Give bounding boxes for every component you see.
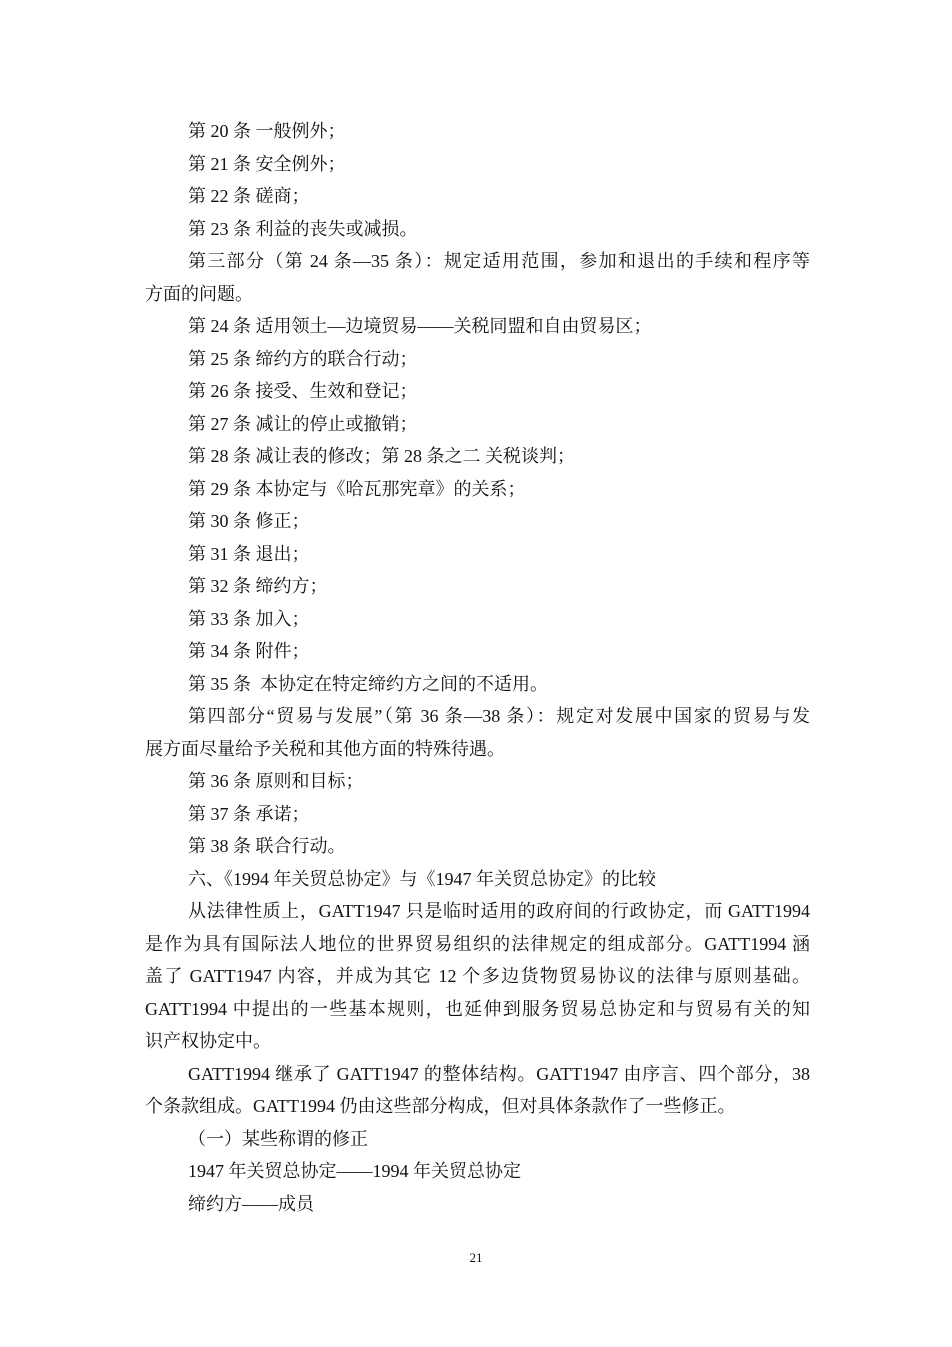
- text-line: 第 24 条 适用领土—边境贸易——关税同盟和自由贸易区；: [188, 316, 652, 336]
- text-line: 第四部分“贸易与发展”（第 36 条—38 条）：规定对发展中国家的贸易与发: [188, 706, 810, 726]
- text-line: 第 20 条 一般例外；: [188, 121, 346, 141]
- text-line: 第 33 条 加入；: [188, 608, 310, 629]
- text-line: 1947 年关贸总协定——1994 年关贸总协定: [188, 1161, 521, 1181]
- text-line: 个条款组成。GATT1994 仍由这些部分构成，但对具体条款作了一些修正。: [145, 1096, 736, 1116]
- body-paragraph: [145, 895, 810, 1058]
- text-line: 第 21 条 安全例外；: [188, 153, 346, 174]
- text-line: 第 23 条 利益的丧失或减损。: [188, 218, 418, 239]
- article-item: [145, 798, 810, 831]
- page-body: [145, 115, 810, 1220]
- text-line: 第 28 条 减让表的修改；第 28 条之二 关税谈判；: [188, 446, 575, 466]
- article-item: [145, 765, 810, 798]
- article-item: [145, 570, 810, 603]
- article-item: [145, 213, 810, 246]
- text-line: 六、《1994 年关贸总协定》与《1947 年关贸总协定》的比较: [188, 868, 656, 889]
- text-line: GATT1994 中提出的一些基本规则，也延伸到服务贸易总协定和与贸易有关的知: [145, 998, 810, 1019]
- text-line: 识产权协定中。: [145, 1031, 271, 1051]
- article-item: [145, 505, 810, 538]
- article-item: [145, 408, 810, 441]
- text-line: 第 36 条 原则和目标；: [188, 771, 364, 791]
- page-number: 21: [469, 1250, 483, 1265]
- text-line: 是作为具有国际法人地位的世界贸易组织的法律规定的组成部分。GATT1994 涵: [145, 933, 810, 954]
- article-item: [145, 180, 810, 213]
- text-line: 第 37 条 承诺；: [188, 803, 310, 824]
- article-item: [145, 148, 810, 181]
- text-line: 盖了 GATT1947 内容，并成为其它 12 个多边货物贸易协议的法律与原则基础。: [145, 966, 810, 986]
- text-line: 第 25 条 缔约方的联合行动；: [188, 348, 418, 369]
- text-line: 方面的问题。: [145, 283, 253, 304]
- text-line: 第 32 条 缔约方；: [188, 576, 328, 596]
- article-item: [145, 538, 810, 571]
- text-line: （一）某些称谓的修正: [188, 1128, 368, 1149]
- text-line: 第 27 条 减让的停止或撤销；: [188, 413, 418, 434]
- text-line: 缔约方——成员: [188, 1193, 314, 1214]
- article-item: [145, 343, 810, 376]
- article-item: [145, 830, 810, 863]
- article-item: [145, 603, 810, 636]
- term-change-item: [145, 1188, 810, 1221]
- text-line: 第 38 条 联合行动。: [188, 836, 346, 856]
- section-heading: [145, 863, 810, 896]
- article-item: [145, 115, 810, 148]
- article-item: [145, 310, 810, 343]
- article-item: [145, 440, 810, 473]
- part-four-paragraph: [145, 700, 810, 765]
- article-item: [145, 473, 810, 506]
- text-line: 第三部分（第 24 条—35 条）：规定适用范围，参加和退出的手续和程序等: [188, 251, 810, 271]
- text-line: 第 30 条 修正；: [188, 511, 310, 531]
- term-change-item: [145, 1155, 810, 1188]
- article-item: [145, 635, 810, 668]
- subsection-heading: [145, 1123, 810, 1156]
- article-item: [145, 668, 810, 701]
- text-line: 第 31 条 退出；: [188, 543, 310, 564]
- text-line: 从法律性质上，GATT1947 只是临时适用的政府间的行政协定，而 GATT1994: [188, 901, 810, 921]
- text-line: 第 34 条 附件；: [188, 641, 310, 661]
- text-line: 展方面尽量给予关税和其他方面的特殊待遇。: [145, 738, 505, 759]
- body-paragraph: [145, 1058, 810, 1123]
- text-line: 第 26 条 接受、生效和登记；: [188, 381, 418, 401]
- text-line: 第 22 条 磋商；: [188, 186, 310, 206]
- text-line: 第 35 条 本协定在特定缔约方之间的不适用。: [188, 673, 548, 694]
- article-item: [145, 375, 810, 408]
- text-line: 第 29 条 本协定与《哈瓦那宪章》的关系；: [188, 478, 526, 499]
- part-three-paragraph: [145, 245, 810, 310]
- text-line: GATT1994 继承了 GATT1947 的整体结构。GATT1947 由序言、四个部分，38: [188, 1063, 810, 1084]
